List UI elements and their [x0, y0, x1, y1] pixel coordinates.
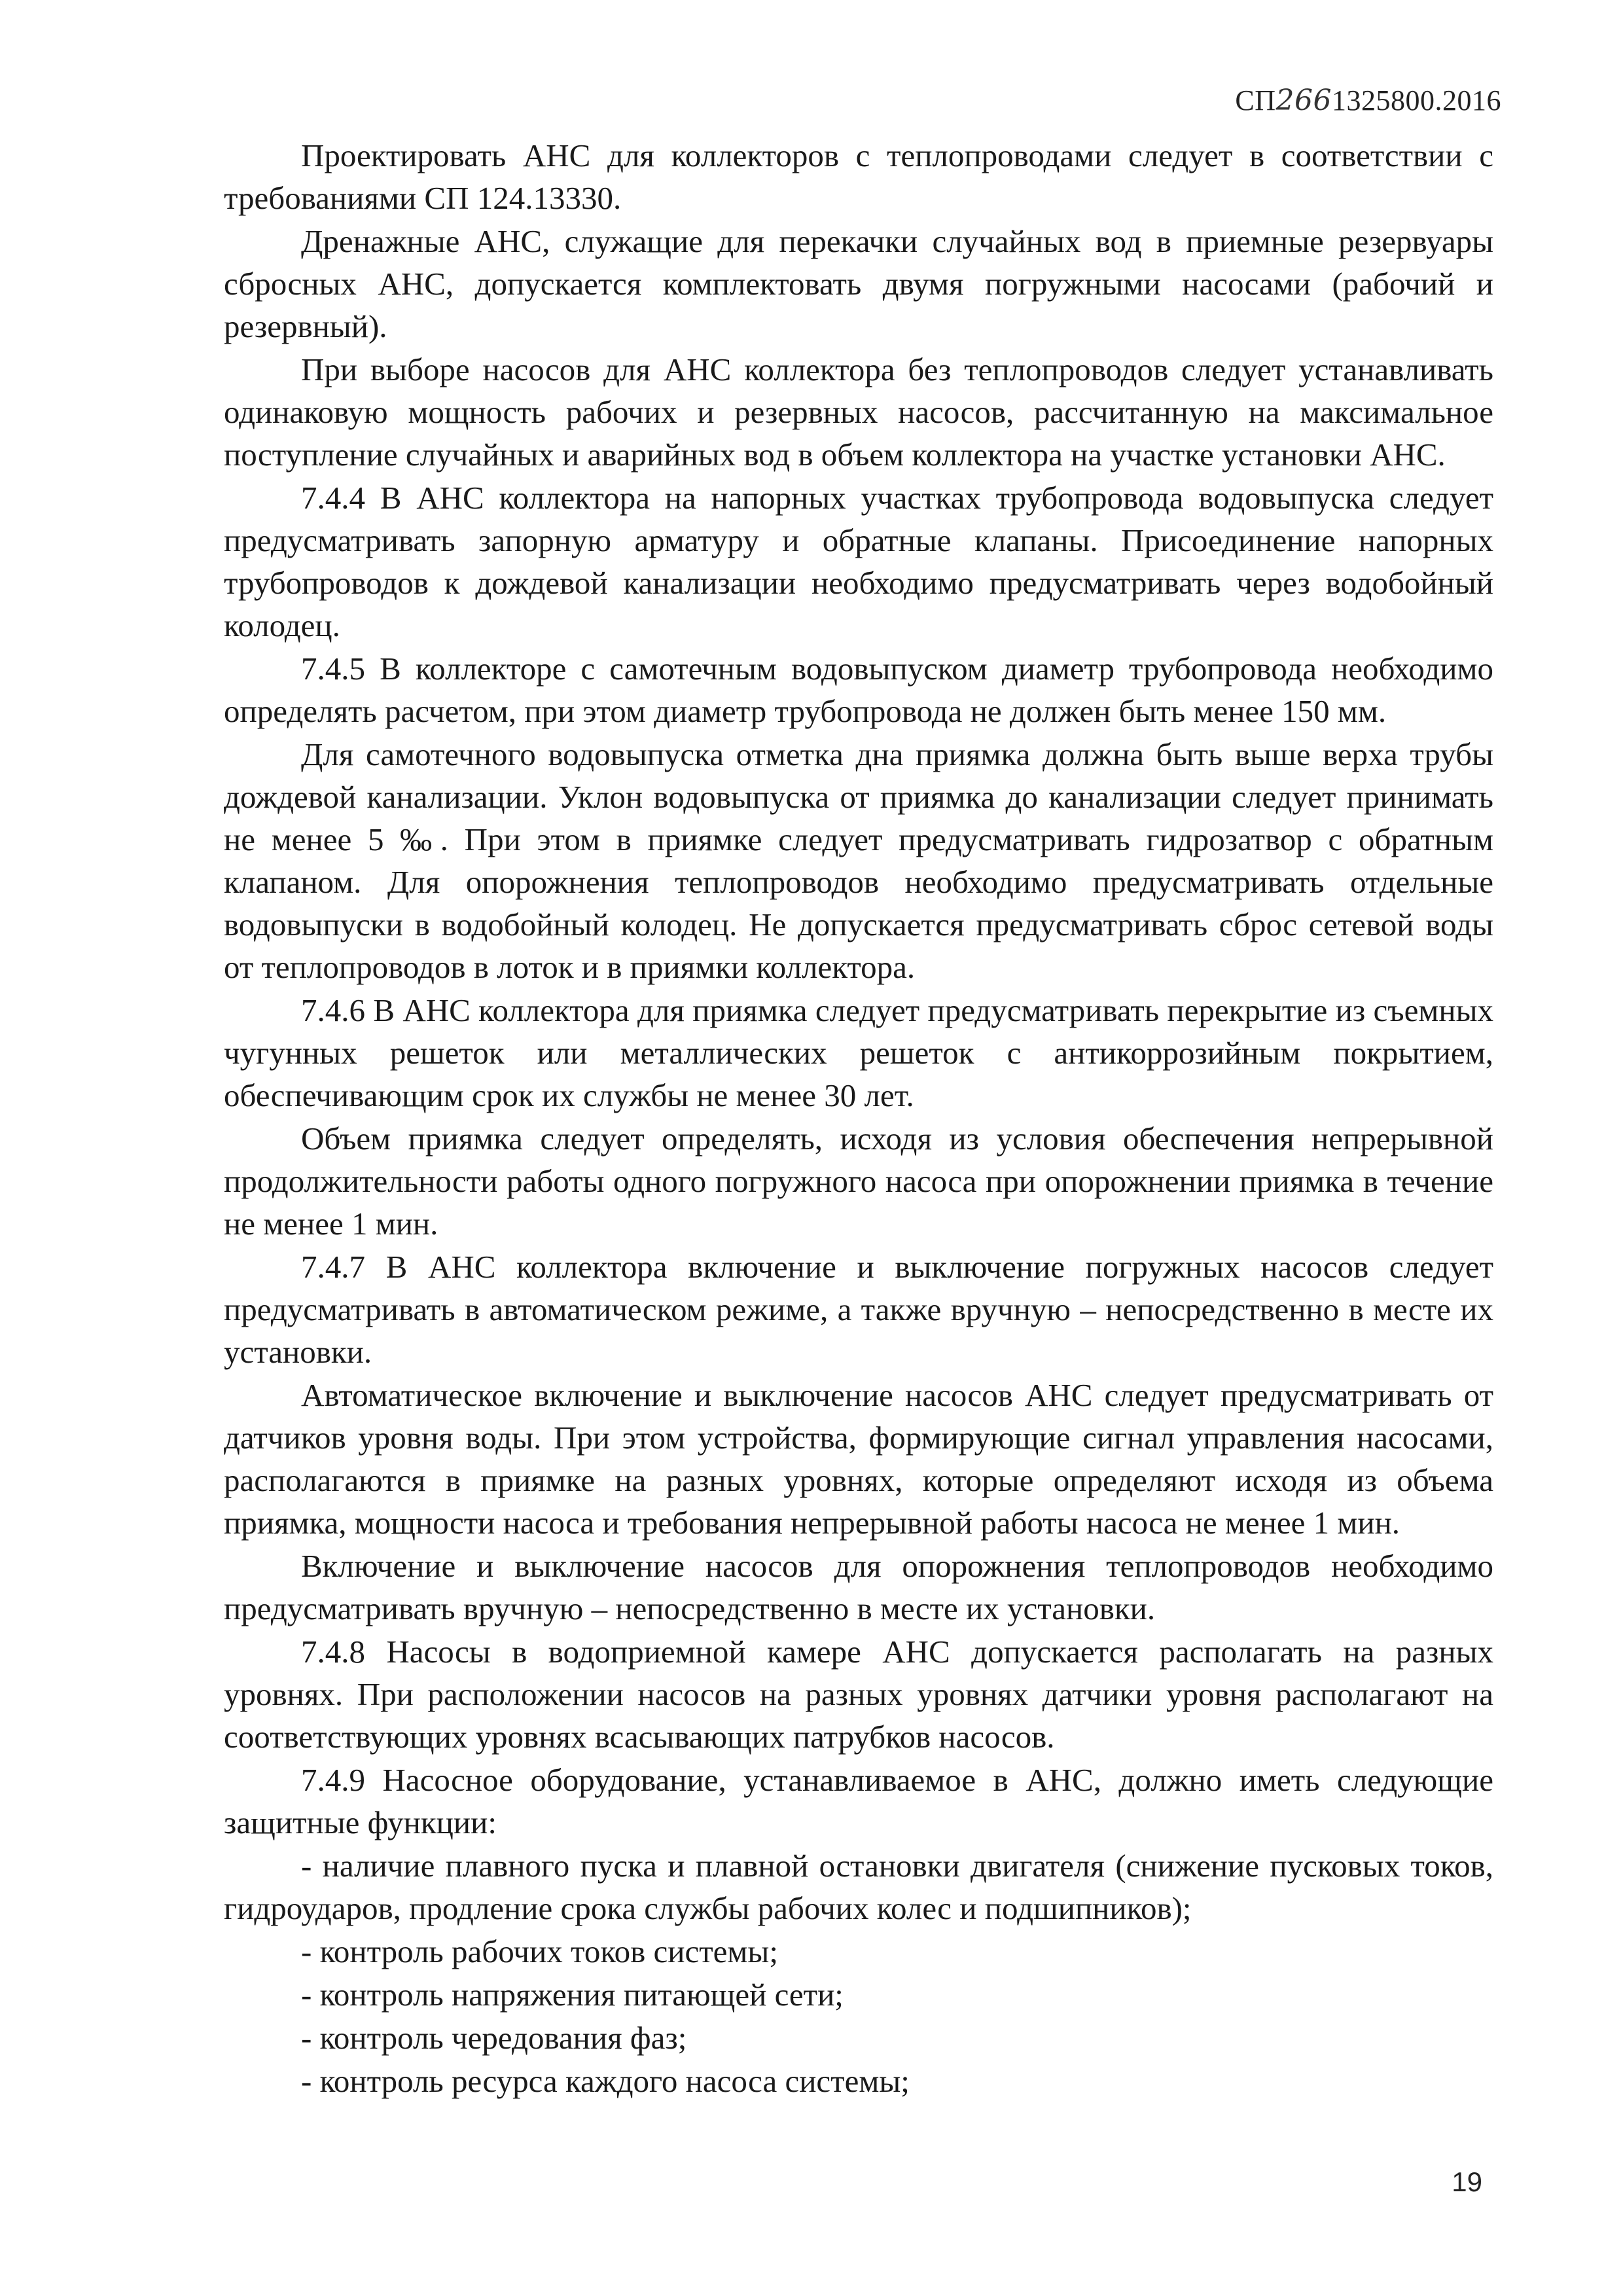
- list-item: - контроль ресурса каждого насоса системы;: [301, 2063, 910, 2099]
- paragraph: Для самотечного водовыпуска отметка дна приямка должна быть выше верха трубы дождевой канализации. Уклон водовыпуска от приямка до канализации следует принимать не менее 5 ‰. При этом в приямке следует предусматривать гидрозатвор с обратным клапаном. Для опорожнения теплопроводов необходимо предусматривать отдельные водовыпуски в водобойный колодец. Не допускается предусматривать сброс сетевой воды от теплопроводов в лоток и в приямки коллектора.: [224, 736, 1493, 985]
- list-item: - наличие плавного пуска и плавной остановки двигателя (снижение пусковых токов, гидроударов, продление срока службы рабочих колес и подшипников);: [224, 1848, 1493, 1926]
- paragraph-7-4-4: 7.4.4 В АНС коллектора на напорных участках трубопровода водовыпуска следует предусматривать запорную арматуру и обратные клапаны. Присоединение напорных трубопроводов к дождевой канализации необходимо предусматривать через водобойный колодец.: [224, 480, 1493, 643]
- list-item: - контроль напряжения питающей сети;: [301, 1977, 844, 2013]
- paragraph-7-4-7: 7.4.7 В АНС коллектора включение и выключение погружных насосов следует предусматривать в автоматическом режиме, а также вручную – непосредственно в месте их установки.: [224, 1249, 1493, 1370]
- paragraph: Объем приямка следует определять, исходя из условия обеспечения непрерывной продолжительности работы одного погружного насоса при опорожнении приямка в течение не менее 1 мин.: [224, 1121, 1493, 1242]
- page-number: 19: [1452, 2166, 1482, 2197]
- paragraph-7-4-8: 7.4.8 Насосы в водоприемной камере АНС допускается располагать на разных уровнях. При расположении насосов на разных уровнях датчики уровня располагают на соответствующих уровнях всасывающих патрубков насосов.: [224, 1634, 1493, 1755]
- list-item: - контроль рабочих токов системы;: [301, 1933, 778, 1969]
- document-code: [1235, 84, 1501, 117]
- paragraph: При выборе насосов для АНС коллектора без теплопроводов следует устанавливать одинаковую мощность рабочих и резервных насосов, рассчитанную на максимальное поступление случайных и аварийных вод в объем коллектора на участке установки АНС.: [224, 351, 1493, 473]
- paragraph: Проектировать АНС для коллекторов с теплопроводами следует в соответствии с требованиями СП 124.13330.: [224, 137, 1493, 216]
- paragraph-7-4-5: 7.4.5 В коллекторе с самотечным водовыпуском диаметр трубопровода необходимо определять расчетом, при этом диаметр трубопровода не должен быть менее 150 мм.: [224, 651, 1493, 729]
- document-code-number: 1325800.2016: [1332, 84, 1501, 117]
- paragraph: Дренажные АНС, служащие для перекачки случайных вод в приемные резервуары сбросных АНС, допускается комплектовать двумя погружными насосами (рабочий и резервный).: [224, 223, 1493, 344]
- paragraph-7-4-9: 7.4.9 Насосное оборудование, устанавливаемое в АНС, должно иметь следующие защитные функции:: [224, 1762, 1493, 1840]
- list-item: - контроль чередования фаз;: [301, 2020, 687, 2056]
- body-text: [224, 134, 1493, 2102]
- paragraph: Автоматическое включение и выключение насосов АНС следует предусматривать от датчиков уровня воды. При этом устройства, формирующие сигнал управления насосами, располагаются в приямке на разных уровнях, которые определяют исходя из объема приямка, мощности насоса и требования непрерывной работы насоса не менее 1 мин.: [224, 1377, 1493, 1541]
- handwritten-stamp: 266: [1275, 84, 1332, 117]
- paragraph: Включение и выключение насосов для опорожнения теплопроводов необходимо предусматривать вручную – непосредственно в месте их установки.: [224, 1548, 1493, 1626]
- paragraph-7-4-6: 7.4.6 В АНС коллектора для приямка следует предусматривать перекрытие из съемных чугунных решеток или металлических решеток с антикоррозийным покрытием, обеспечивающим срок их службы не менее 30 лет.: [224, 992, 1493, 1113]
- document-code-prefix: СП: [1235, 84, 1276, 117]
